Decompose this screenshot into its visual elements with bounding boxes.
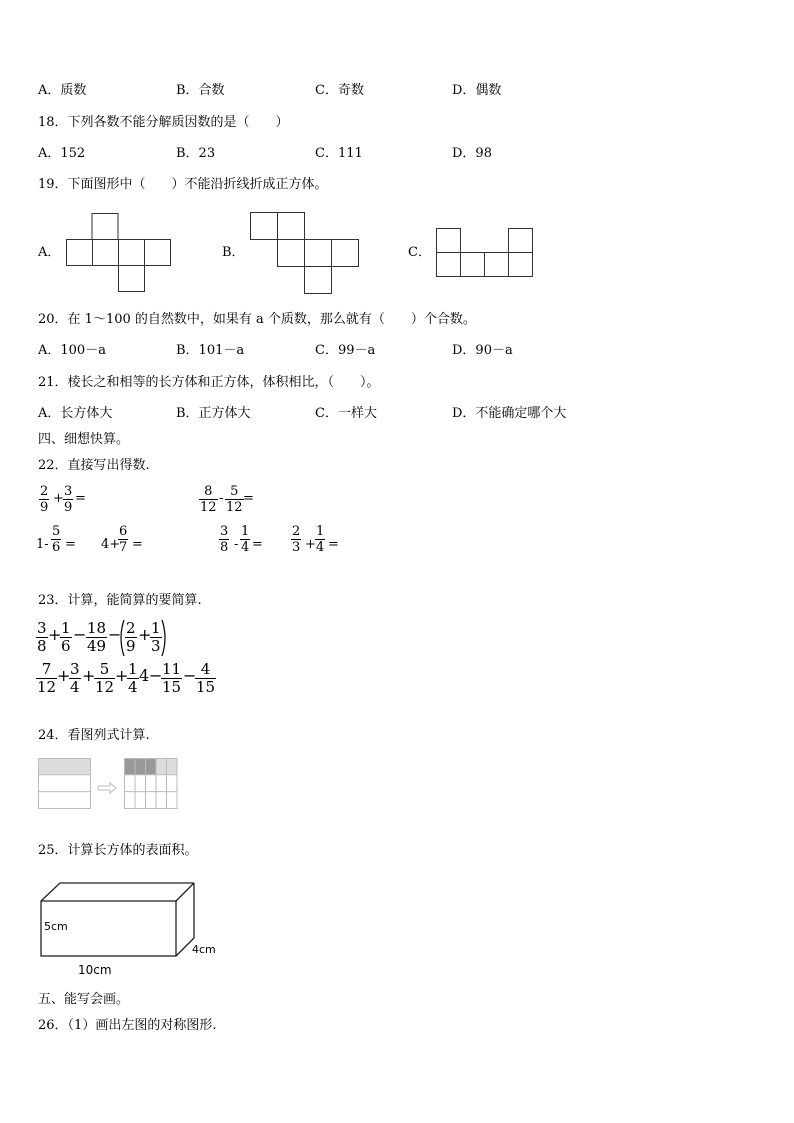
q17-option-c: C．奇数: [315, 83, 364, 98]
plus-sign: +: [138, 625, 152, 644]
q17-option-a: A．质数: [38, 83, 87, 98]
cuboid-depth-label: 4cm: [192, 943, 216, 956]
q18-stem: 18．下列各数不能分解质因数的是（ ）: [38, 115, 289, 130]
minus-sign: −: [108, 625, 122, 644]
fraction: 2 3: [292, 524, 301, 555]
cuboid-length-label: 10cm: [78, 963, 112, 977]
q21-option-a: A．长方体大: [38, 406, 113, 421]
fraction: 18 49: [87, 619, 107, 655]
whole-number-prefix: 1-: [36, 537, 49, 552]
equals-sign: =: [132, 537, 143, 552]
equals-sign: =: [328, 537, 339, 552]
equals-sign: =: [243, 491, 254, 506]
net-c-figure: [436, 228, 536, 278]
fraction: 3 8: [37, 619, 47, 655]
fraction: 5 12: [226, 484, 243, 515]
equals-sign: =: [65, 537, 76, 552]
fraction: 3 9: [64, 484, 73, 515]
section-5-heading: 五、能写会画。: [38, 992, 130, 1007]
fraction: 1 4: [128, 660, 138, 696]
plus-sign: +: [115, 666, 129, 685]
fraction: 6 7: [119, 524, 128, 555]
q24-diagram: [38, 758, 180, 810]
q18-option-b: B．23: [176, 146, 216, 161]
q25-stem: 25．计算长方体的表面积。: [38, 843, 198, 858]
q23-stem: 23．计算，能简算的要简算.: [38, 593, 202, 608]
q17-option-b: B．合数: [176, 83, 225, 98]
net-a-figure: [66, 213, 172, 293]
equals-sign: =: [75, 491, 86, 506]
fraction: 3 8: [220, 524, 229, 555]
q20-option-d: D．90－a: [452, 343, 513, 358]
section-4-heading: 四、细想快算。: [38, 432, 130, 447]
fraction: 7 12: [37, 660, 57, 696]
minus-sign: −: [183, 666, 197, 685]
q20-option-a: A．100－a: [38, 343, 106, 358]
operator: +: [53, 491, 64, 506]
q21-option-c: C．一样大: [315, 406, 377, 421]
q19-label-a: A．: [38, 245, 61, 260]
q20-stem: 20．在 1～100 的自然数中，如果有 a 个质数，那么就有（ ）个合数。: [38, 312, 476, 327]
q22-stem: 22．直接写出得数.: [38, 458, 150, 473]
q19-label-c: C．: [408, 245, 431, 260]
q21-stem: 21．棱长之和相等的长方体和正方体，体积相比，（ ）。: [38, 375, 380, 390]
fraction: 4 15: [196, 660, 216, 696]
whole-number-prefix: 4+: [101, 537, 121, 552]
plus-sign: +: [48, 625, 62, 644]
fraction: 1 4: [316, 524, 325, 555]
q17-option-d: D．偶数: [452, 83, 502, 98]
fraction: 5 6: [52, 524, 61, 555]
q21-option-d: D．不能确定哪个大: [452, 406, 567, 421]
q19-stem: 19．下面图形中（ ）不能沿折线折成正方体。: [38, 177, 328, 192]
q24-stem: 24．看图列式计算.: [38, 728, 150, 743]
q18-option-d: D．98: [452, 146, 492, 161]
operator: -: [234, 537, 239, 552]
fraction: 2 9: [126, 619, 136, 655]
plus-sign: +: [82, 666, 96, 685]
fraction: 1 4: [241, 524, 250, 555]
net-b-figure: [250, 212, 362, 296]
q20-option-c: C．99－a: [315, 343, 376, 358]
fraction: 3 4: [70, 660, 80, 696]
q19-label-b: B．: [222, 245, 245, 260]
q20-option-b: B．101－a: [176, 343, 245, 358]
fraction: 5 12: [95, 660, 115, 696]
operator: +: [305, 537, 316, 552]
fraction: 2 9: [40, 484, 49, 515]
q21-option-b: B．正方体大: [176, 406, 251, 421]
plus-sign: +: [57, 666, 71, 685]
minus-sign: −: [73, 625, 87, 644]
q26-stem: 26．（1）画出左图的对称图形.: [38, 1018, 217, 1033]
cuboid-height-label: 5cm: [44, 920, 68, 933]
minus-sign: −: [149, 666, 163, 685]
operator: -: [219, 491, 224, 506]
fraction: 8 12: [200, 484, 217, 515]
q18-option-c: C．111: [315, 146, 363, 161]
equals-sign: =: [252, 537, 263, 552]
fraction: 11 15: [162, 660, 182, 696]
fraction: 1 3: [151, 619, 161, 655]
fraction: 1 6: [61, 619, 71, 655]
q18-option-a: A．152: [38, 146, 86, 161]
whole-number: 4: [139, 666, 150, 685]
